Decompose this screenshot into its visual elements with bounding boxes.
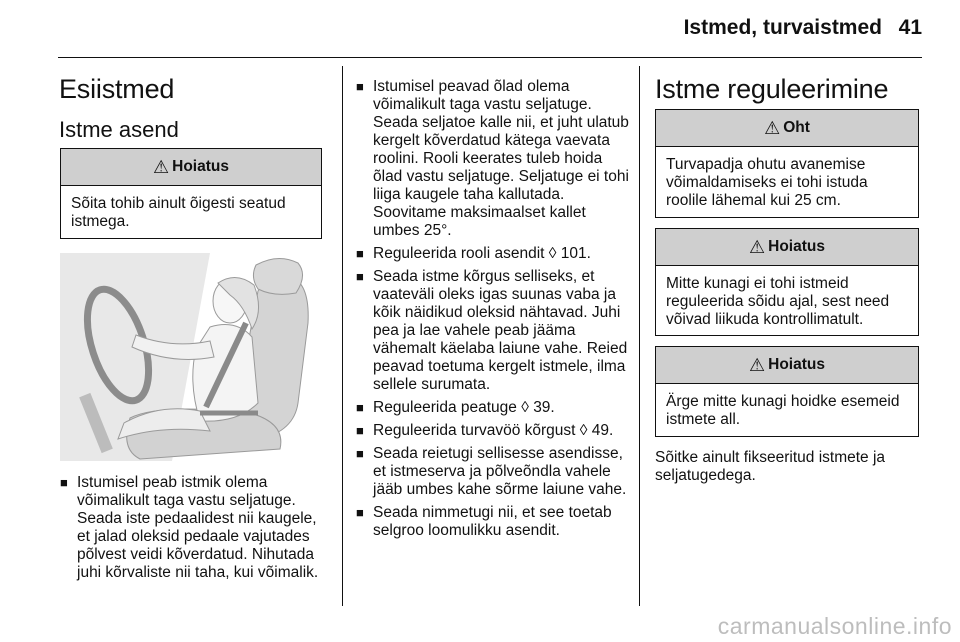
warning-box-right-1 bbox=[655, 228, 919, 336]
warning-box-text: Mitte kunagi ei tohi istmeid reguleerida sõidu ajal, sest need võivad liikuda kontrollimatult. bbox=[666, 275, 890, 328]
warning-box-label: Hoiatus bbox=[768, 356, 825, 373]
header-rule bbox=[58, 57, 922, 58]
column-divider-1 bbox=[342, 66, 343, 606]
warning-box-text: Sõita tohib ainult õigesti seatud istmega. bbox=[71, 195, 286, 230]
column-divider-2 bbox=[639, 66, 640, 606]
warning-box-label: Hoiatus bbox=[172, 158, 229, 175]
list-item-text: Seada nimmetugi nii, et see toetab selgroo loomulikku asendit. bbox=[373, 504, 612, 539]
warning-triangle-icon: ⚠ bbox=[764, 118, 781, 138]
list-item bbox=[356, 268, 634, 394]
seat-position-illustration bbox=[60, 253, 322, 461]
list-item bbox=[356, 399, 634, 417]
danger-box-label: Oht bbox=[783, 119, 810, 136]
bullet-square-icon: ■ bbox=[356, 79, 364, 94]
page-number: 41 bbox=[898, 16, 922, 39]
bullet-square-icon: ■ bbox=[356, 423, 364, 438]
warning-box-text: Ärge mitte kunagi hoidke esemeid istmete all. bbox=[666, 393, 900, 428]
section-title-istme-reguleerimine: Istme reguleerimine bbox=[655, 74, 889, 104]
bullet-square-icon: ■ bbox=[356, 269, 364, 284]
list-item-text: Reguleerida rooli asendit ◊ 101. bbox=[373, 245, 591, 262]
list-item bbox=[356, 445, 634, 499]
warning-box-left bbox=[60, 148, 322, 239]
danger-box-text: Turvapadja ohutu avanemise võimaldamiseks ei tohi istuda roolile lähemal kui 25 cm. bbox=[666, 156, 868, 209]
running-header-title: Istmed, turvaistmed bbox=[683, 16, 882, 39]
closing-paragraph: Sõitke ainult fikseeritud istmete ja seljatugedega. bbox=[655, 449, 886, 484]
bullet-square-icon: ■ bbox=[356, 505, 364, 520]
danger-box bbox=[655, 109, 919, 218]
warning-box-header bbox=[61, 149, 321, 186]
list-item bbox=[356, 422, 634, 440]
subsection-title-istme-asend: Istme asend bbox=[59, 117, 179, 142]
footer-watermark: carmanualsonline.info bbox=[717, 613, 952, 639]
list-item bbox=[356, 78, 634, 240]
warning-box-header bbox=[656, 229, 918, 266]
list-item-text: Seada istme kõrgus selliseks, et vaateväli oleks igas suunas vaba ja kõik näidikud oleksid nähtavad. Juhi pea ja lae vahele peab jääma vähemalt käelaba laiune vahe. Reied peavad toetuma kergelt istmele, ilma sellele surumata. bbox=[373, 268, 628, 393]
warning-box-header bbox=[656, 347, 918, 384]
list-item-text: Seada reietugi sellisesse asendisse, et istmeserva ja põlveõndla vahele jääb umbes kahe sõrme laiune vahe. bbox=[373, 445, 627, 498]
bullet-square-icon: ■ bbox=[60, 475, 68, 490]
section-title-esiistmed: Esiistmed bbox=[59, 74, 175, 104]
list-item-text: Istumisel peab istmik olema võimalikult taga vastu seljatuge. Seada iste pedaalidest nii kaugele, et jalad oleksid pedaale vajutades põlvest veidi kõverdatud. Nihutada juhi kõrvaliste nii taha, kui võimalik. bbox=[77, 474, 319, 581]
warning-triangle-icon: ⚠ bbox=[153, 157, 170, 177]
warning-box-label: Hoiatus bbox=[768, 238, 825, 255]
list-item bbox=[60, 474, 332, 582]
bullet-list-middle bbox=[356, 78, 634, 545]
bullet-square-icon: ■ bbox=[356, 400, 364, 415]
list-item-text: Istumisel peavad õlad olema võimalikult taga vastu seljatuge. Seada seljatoe kalle nii, et juht ulatub kergelt kõverdatud kätega vaevata roolini. Rooli keerates tuleb hoida õlad vastu seljatuge. Seljatuge ei tohi liiga kaugele taha kallutada. Soovitame maksimaalset kallet umbes 25°. bbox=[373, 78, 629, 239]
warning-triangle-icon: ⚠ bbox=[749, 237, 766, 257]
danger-box-header bbox=[656, 110, 918, 147]
bullet-list-left bbox=[60, 474, 332, 587]
warning-triangle-icon: ⚠ bbox=[749, 355, 766, 375]
bullet-square-icon: ■ bbox=[356, 246, 364, 261]
warning-box-right-2 bbox=[655, 346, 919, 437]
list-item-text: Reguleerida peatuge ◊ 39. bbox=[373, 399, 555, 416]
list-item-text: Reguleerida turvavöö kõrgust ◊ 49. bbox=[373, 422, 614, 439]
list-item bbox=[356, 245, 634, 263]
bullet-square-icon: ■ bbox=[356, 446, 364, 461]
list-item bbox=[356, 504, 634, 540]
